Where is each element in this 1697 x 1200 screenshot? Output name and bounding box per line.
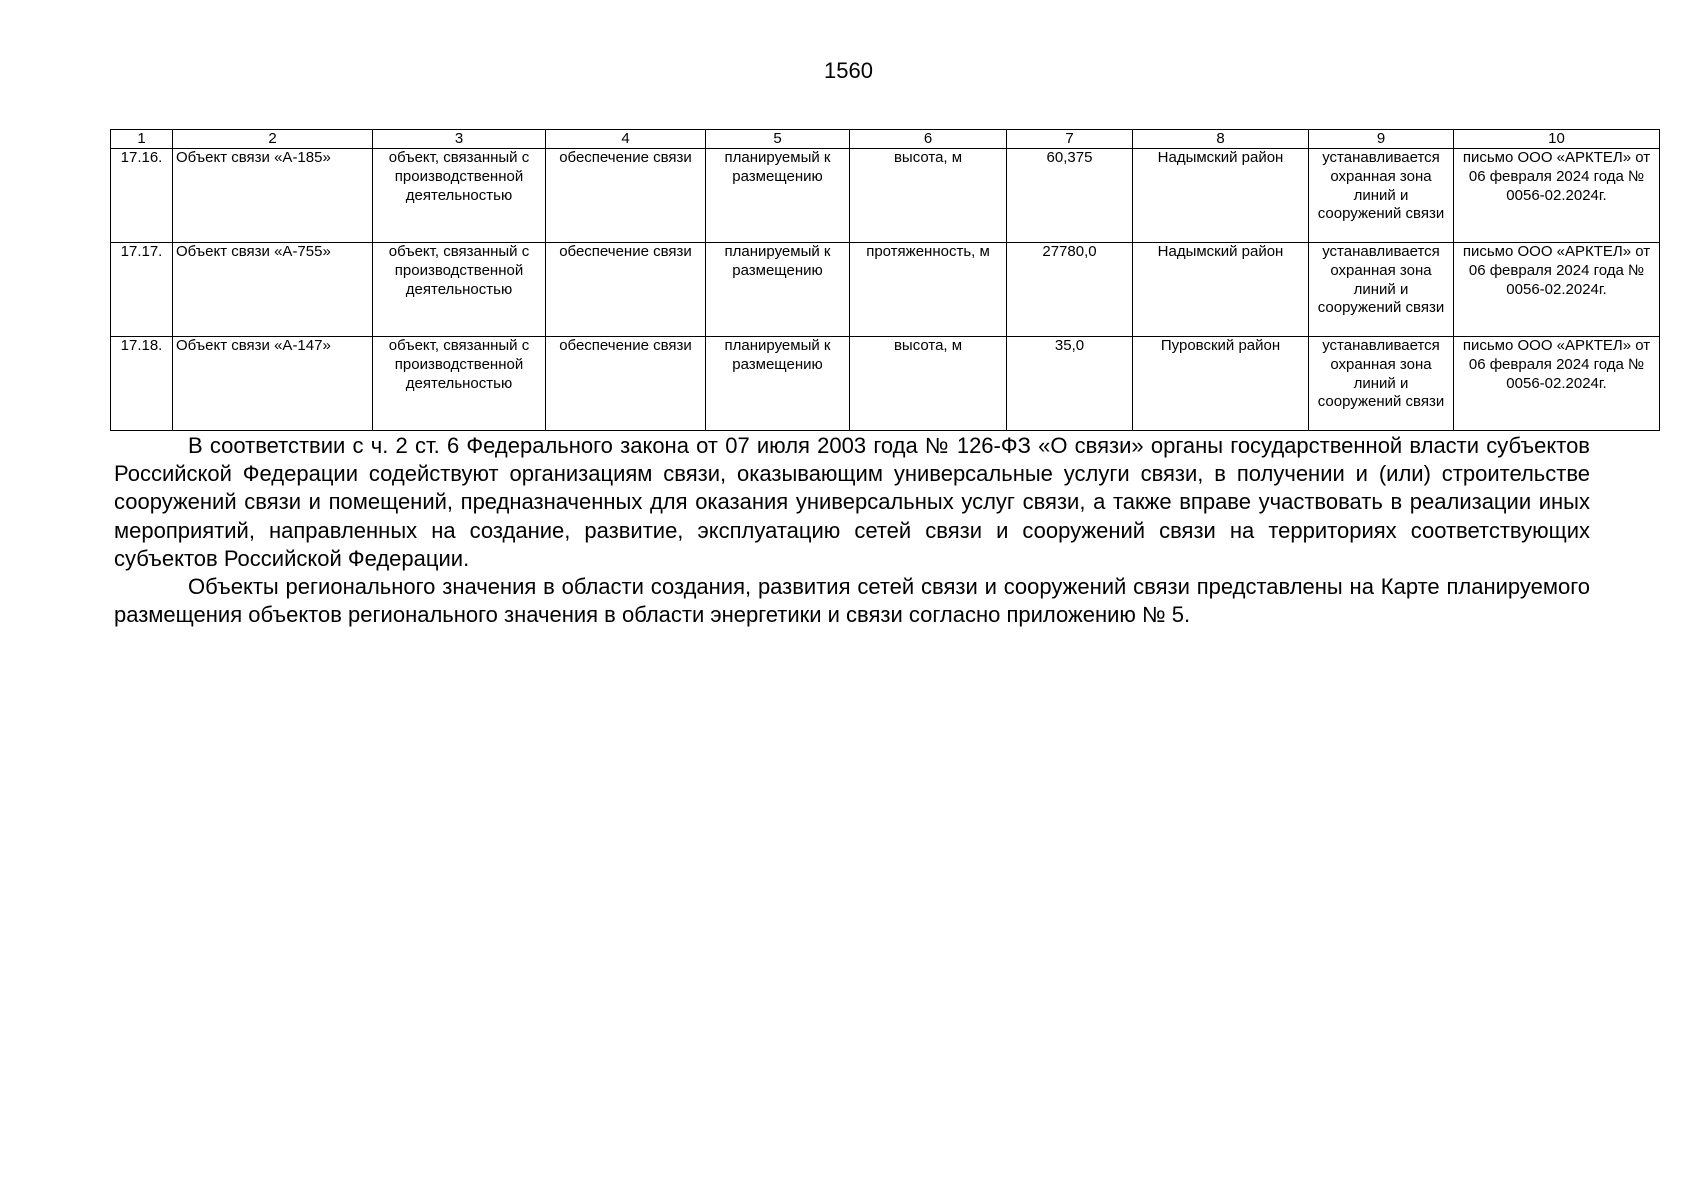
paragraph: Объекты регионального значения в области создания, развития сетей связи и сооружений связи представлены на Карте планируемого размещения объектов регионального значения в области энергетики и связи согласно приложению № 5.	[114, 574, 1590, 628]
zone-cell: устанавливается охранная зона линий и сооружений связи	[1309, 337, 1454, 431]
table-row	[111, 149, 1660, 243]
characteristic-cell: высота, м	[850, 149, 1007, 243]
column-header-7: 7	[1007, 130, 1133, 149]
purpose-cell: обеспечение связи	[546, 243, 706, 337]
district-cell: Пуровский район	[1133, 337, 1309, 431]
status-cell: планируемый к размещению	[706, 337, 850, 431]
source-cell: письмо ООО «АРКТЕЛ» от 06 февраля 2024 года № 0056-02.2024г.	[1454, 149, 1660, 243]
column-header-8: 8	[1133, 130, 1309, 149]
page-number: 1560	[824, 58, 873, 83]
object-type-cell: объект, связанный с производственной деятельностью	[373, 149, 546, 243]
column-header-10: 10	[1454, 130, 1660, 149]
row-number-cell: 17.18.	[111, 337, 173, 431]
column-header-4: 4	[546, 130, 706, 149]
characteristic-cell: протяженность, м	[850, 243, 1007, 337]
column-header-2: 2	[173, 130, 373, 149]
object-name-cell: Объект связи «А-147»	[173, 337, 373, 431]
district-cell: Надымский район	[1133, 149, 1309, 243]
column-header-9: 9	[1309, 130, 1454, 149]
value-cell: 35,0	[1007, 337, 1133, 431]
purpose-cell: обеспечение связи	[546, 149, 706, 243]
column-header-3: 3	[373, 130, 546, 149]
zone-cell: устанавливается охранная зона линий и сооружений связи	[1309, 149, 1454, 243]
object-name-cell: Объект связи «А-185»	[173, 149, 373, 243]
column-header-1: 1	[111, 130, 173, 149]
object-type-cell: объект, связанный с производственной деятельностью	[373, 337, 546, 431]
source-cell: письмо ООО «АРКТЕЛ» от 06 февраля 2024 года № 0056-02.2024г.	[1454, 243, 1660, 337]
row-number-cell: 17.16.	[111, 149, 173, 243]
status-cell: планируемый к размещению	[706, 243, 850, 337]
table-header-row	[111, 130, 1660, 149]
value-cell: 27780,0	[1007, 243, 1133, 337]
object-type-cell: объект, связанный с производственной деятельностью	[373, 243, 546, 337]
table-row	[111, 337, 1660, 431]
status-cell: планируемый к размещению	[706, 149, 850, 243]
district-cell: Надымский район	[1133, 243, 1309, 337]
column-header-6: 6	[850, 130, 1007, 149]
row-number-cell: 17.17.	[111, 243, 173, 337]
column-header-5: 5	[706, 130, 850, 149]
objects-table	[110, 129, 1660, 431]
purpose-cell: обеспечение связи	[546, 337, 706, 431]
source-cell: письмо ООО «АРКТЕЛ» от 06 февраля 2024 года № 0056-02.2024г.	[1454, 337, 1660, 431]
object-name-cell: Объект связи «А-755»	[173, 243, 373, 337]
body-text	[114, 432, 1590, 629]
value-cell: 60,375	[1007, 149, 1133, 243]
table-row	[111, 243, 1660, 337]
paragraph: В соответствии с ч. 2 ст. 6 Федерального закона от 07 июля 2003 года № 126-ФЗ «О связи» органы государственной власти субъектов Российской Федерации содействуют организациям связи, оказывающим универсальные услуги связи, в получении и (или) строительстве сооружений связи и помещений, предназначенных для оказания универсальных услуг связи, а также вправе участвовать в реализации иных мероприятий, направленных на создание, развитие, эксплуатацию сетей связи и сооружений связи на территориях соответствующих субъектов Российской Федерации.	[114, 433, 1590, 571]
zone-cell: устанавливается охранная зона линий и сооружений связи	[1309, 243, 1454, 337]
characteristic-cell: высота, м	[850, 337, 1007, 431]
